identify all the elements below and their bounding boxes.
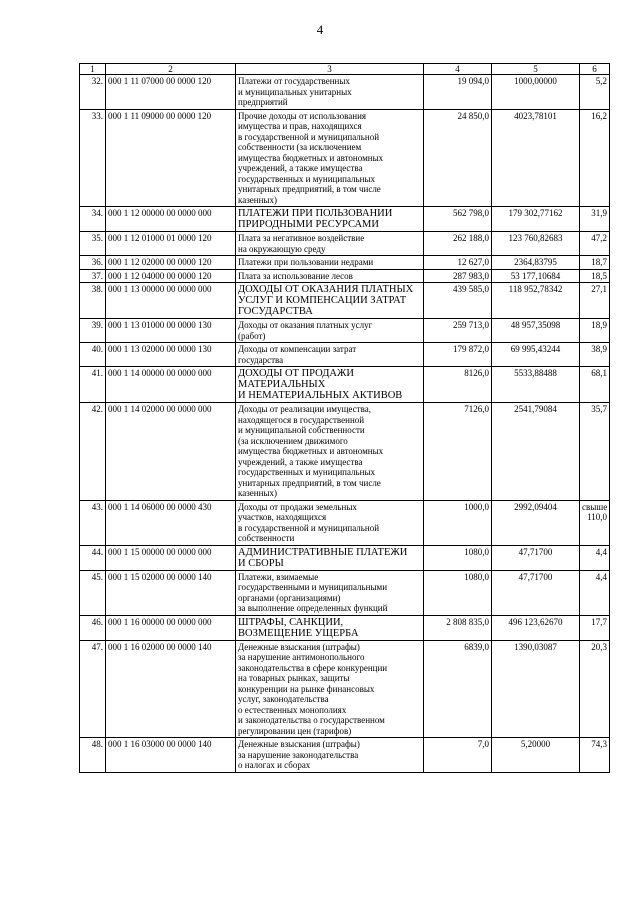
actual-amount: 5,20000 <box>492 738 580 773</box>
execution-percent: 74,3 <box>580 738 610 773</box>
table-row <box>80 343 610 367</box>
revenue-name: Платежи, взимаемые государственными и муниципальными органами (организациями) за выполнение определенных функций <box>236 570 424 615</box>
revenue-name: Платежи при пользовании недрами <box>236 256 424 270</box>
row-number: 35. <box>80 232 106 256</box>
revenue-name: ШТРАФЫ, САНКЦИИ, ВОЗМЕЩЕНИЕ УЩЕРБА <box>236 615 424 640</box>
planned-amount: 262 188,0 <box>424 232 492 256</box>
budget-code: 000 1 14 00000 00 0000 000 <box>106 367 236 403</box>
row-number: 40. <box>80 343 106 367</box>
actual-amount: 179 302,77162 <box>492 207 580 232</box>
actual-amount: 69 995,43244 <box>492 343 580 367</box>
column-header: 4 <box>424 64 492 75</box>
column-header: 1 <box>80 64 106 75</box>
column-number-row <box>80 64 610 75</box>
execution-percent: 68,1 <box>580 367 610 403</box>
column-header: 5 <box>492 64 580 75</box>
table-row <box>80 545 610 570</box>
planned-amount: 1080,0 <box>424 545 492 570</box>
actual-amount: 2364,83795 <box>492 256 580 270</box>
table-row <box>80 570 610 615</box>
execution-percent: 16,2 <box>580 109 610 207</box>
execution-percent: 4,4 <box>580 570 610 615</box>
planned-amount: 287 983,0 <box>424 269 492 283</box>
budget-code: 000 1 16 03000 00 0000 140 <box>106 738 236 773</box>
row-number: 46. <box>80 615 106 640</box>
budget-code: 000 1 15 00000 00 0000 000 <box>106 545 236 570</box>
row-number: 41. <box>80 367 106 403</box>
row-number: 33. <box>80 109 106 207</box>
planned-amount: 2 808 835,0 <box>424 615 492 640</box>
row-number: 38. <box>80 283 106 319</box>
planned-amount: 19 094,0 <box>424 75 492 110</box>
actual-amount: 118 952,78342 <box>492 283 580 319</box>
actual-amount: 1390,03087 <box>492 640 580 738</box>
revenue-name: Платежи от государственных и муниципальных унитарных предприятий <box>236 75 424 110</box>
row-number: 43. <box>80 500 106 545</box>
execution-percent: 20,3 <box>580 640 610 738</box>
planned-amount: 7126,0 <box>424 403 492 501</box>
execution-percent: 35,7 <box>580 403 610 501</box>
budget-code: 000 1 11 07000 00 0000 120 <box>106 75 236 110</box>
actual-amount: 1000,00000 <box>492 75 580 110</box>
table-row <box>80 640 610 738</box>
revenue-name: АДМИНИСТРАТИВНЫЕ ПЛАТЕЖИ И СБОРЫ <box>236 545 424 570</box>
planned-amount: 1000,0 <box>424 500 492 545</box>
planned-amount: 179 872,0 <box>424 343 492 367</box>
table-row <box>80 283 610 319</box>
revenue-name: Прочие доходы от использования имущества и прав, находящихся в государственной и муниципальной собственности (за исключением имущества бюджетных и автономных учреждений, а также имущества государственных и муниципальных унитарных предприятий, в том числе казенных) <box>236 109 424 207</box>
actual-amount: 2992,09404 <box>492 500 580 545</box>
table-row <box>80 207 610 232</box>
table-row <box>80 738 610 773</box>
row-number: 48. <box>80 738 106 773</box>
execution-percent: 18,5 <box>580 269 610 283</box>
row-number: 37. <box>80 269 106 283</box>
column-header: 2 <box>106 64 236 75</box>
revenue-name: ДОХОДЫ ОТ ОКАЗАНИЯ ПЛАТНЫХ УСЛУГ И КОМПЕНСАЦИИ ЗАТРАТ ГОСУДАРСТВА <box>236 283 424 319</box>
revenue-name: Доходы от оказания платных услуг (работ) <box>236 319 424 343</box>
budget-code: 000 1 16 00000 00 0000 000 <box>106 615 236 640</box>
execution-percent: 18,7 <box>580 256 610 270</box>
revenue-name: Доходы от реализации имущества, находящегося в государственной и муниципальной собственности (за исключением движимого имущества бюджетных и автономных учреждений, а также имущества государственных и муниципальных унитарных предприятий, в том числе казенных) <box>236 403 424 501</box>
table-row <box>80 109 610 207</box>
actual-amount: 53 177,10684 <box>492 269 580 283</box>
row-number: 36. <box>80 256 106 270</box>
revenue-name: Плата за использование лесов <box>236 269 424 283</box>
actual-amount: 48 957,35098 <box>492 319 580 343</box>
actual-amount: 4023,78101 <box>492 109 580 207</box>
table-row <box>80 615 610 640</box>
planned-amount: 12 627,0 <box>424 256 492 270</box>
revenue-name: ПЛАТЕЖИ ПРИ ПОЛЬЗОВАНИИ ПРИРОДНЫМИ РЕСУРСАМИ <box>236 207 424 232</box>
budget-code: 000 1 14 06000 00 0000 430 <box>106 500 236 545</box>
actual-amount: 5533,88488 <box>492 367 580 403</box>
execution-percent: 4,4 <box>580 545 610 570</box>
table-row <box>80 256 610 270</box>
budget-code: 000 1 12 02000 00 0000 120 <box>106 256 236 270</box>
column-header: 6 <box>580 64 610 75</box>
budget-code: 000 1 14 02000 00 0000 000 <box>106 403 236 501</box>
table-body <box>80 75 610 773</box>
row-number: 34. <box>80 207 106 232</box>
table-row <box>80 500 610 545</box>
planned-amount: 8126,0 <box>424 367 492 403</box>
table-row <box>80 403 610 501</box>
table-row <box>80 232 610 256</box>
execution-percent: 5,2 <box>580 75 610 110</box>
execution-percent: 17,7 <box>580 615 610 640</box>
budget-code: 000 1 16 02000 00 0000 140 <box>106 640 236 738</box>
execution-percent: 47,2 <box>580 232 610 256</box>
budget-code: 000 1 12 01000 01 0000 120 <box>106 232 236 256</box>
revenue-name: Доходы от компенсации затрат государства <box>236 343 424 367</box>
actual-amount: 2541,79084 <box>492 403 580 501</box>
revenue-name: ДОХОДЫ ОТ ПРОДАЖИ МАТЕРИАЛЬНЫХ И НЕМАТЕРИАЛЬНЫХ АКТИВОВ <box>236 367 424 403</box>
row-number: 39. <box>80 319 106 343</box>
actual-amount: 47,71700 <box>492 545 580 570</box>
execution-percent: 27,1 <box>580 283 610 319</box>
column-header: 3 <box>236 64 424 75</box>
row-number: 42. <box>80 403 106 501</box>
revenue-name: Денежные взыскания (штрафы) за нарушение законодательства о налогах и сборах <box>236 738 424 773</box>
row-number: 32. <box>80 75 106 110</box>
planned-amount: 24 850,0 <box>424 109 492 207</box>
execution-percent: 31,9 <box>580 207 610 232</box>
actual-amount: 123 760,82683 <box>492 232 580 256</box>
row-number: 47. <box>80 640 106 738</box>
planned-amount: 7,0 <box>424 738 492 773</box>
planned-amount: 562 798,0 <box>424 207 492 232</box>
row-number: 44. <box>80 545 106 570</box>
budget-code: 000 1 13 02000 00 0000 130 <box>106 343 236 367</box>
budget-code: 000 1 13 01000 00 0000 130 <box>106 319 236 343</box>
execution-percent: 38,9 <box>580 343 610 367</box>
budget-code: 000 1 12 04000 00 0000 120 <box>106 269 236 283</box>
revenue-name: Плата за негативное воздействие на окружающую среду <box>236 232 424 256</box>
execution-percent: 18,9 <box>580 319 610 343</box>
planned-amount: 439 585,0 <box>424 283 492 319</box>
budget-code: 000 1 15 02000 00 0000 140 <box>106 570 236 615</box>
table-row <box>80 367 610 403</box>
row-number: 45. <box>80 570 106 615</box>
revenue-name: Денежные взыскания (штрафы) за нарушение антимонопольного законодательства в сфере конкуренции на товарных рынках, защиты конкуренции на рынке финансовых услуг, законодательства о естественных монополиях и законодательства о государственном регулировании цен (тарифов) <box>236 640 424 738</box>
table-row <box>80 319 610 343</box>
budget-code: 000 1 12 00000 00 0000 000 <box>106 207 236 232</box>
actual-amount: 496 123,62670 <box>492 615 580 640</box>
budget-code: 000 1 13 00000 00 0000 000 <box>106 283 236 319</box>
table-row <box>80 269 610 283</box>
revenue-name: Доходы от продажи земельных участков, находящихся в государственной и муниципальной собственности <box>236 500 424 545</box>
actual-amount: 47,71700 <box>492 570 580 615</box>
page-number: 4 <box>316 22 324 37</box>
budget-code: 000 1 11 09000 00 0000 120 <box>106 109 236 207</box>
planned-amount: 259 713,0 <box>424 319 492 343</box>
execution-percent: свыше 110,0 <box>580 500 610 545</box>
planned-amount: 6839,0 <box>424 640 492 738</box>
planned-amount: 1080,0 <box>424 570 492 615</box>
table-row <box>80 75 610 110</box>
revenue-table <box>79 63 610 773</box>
